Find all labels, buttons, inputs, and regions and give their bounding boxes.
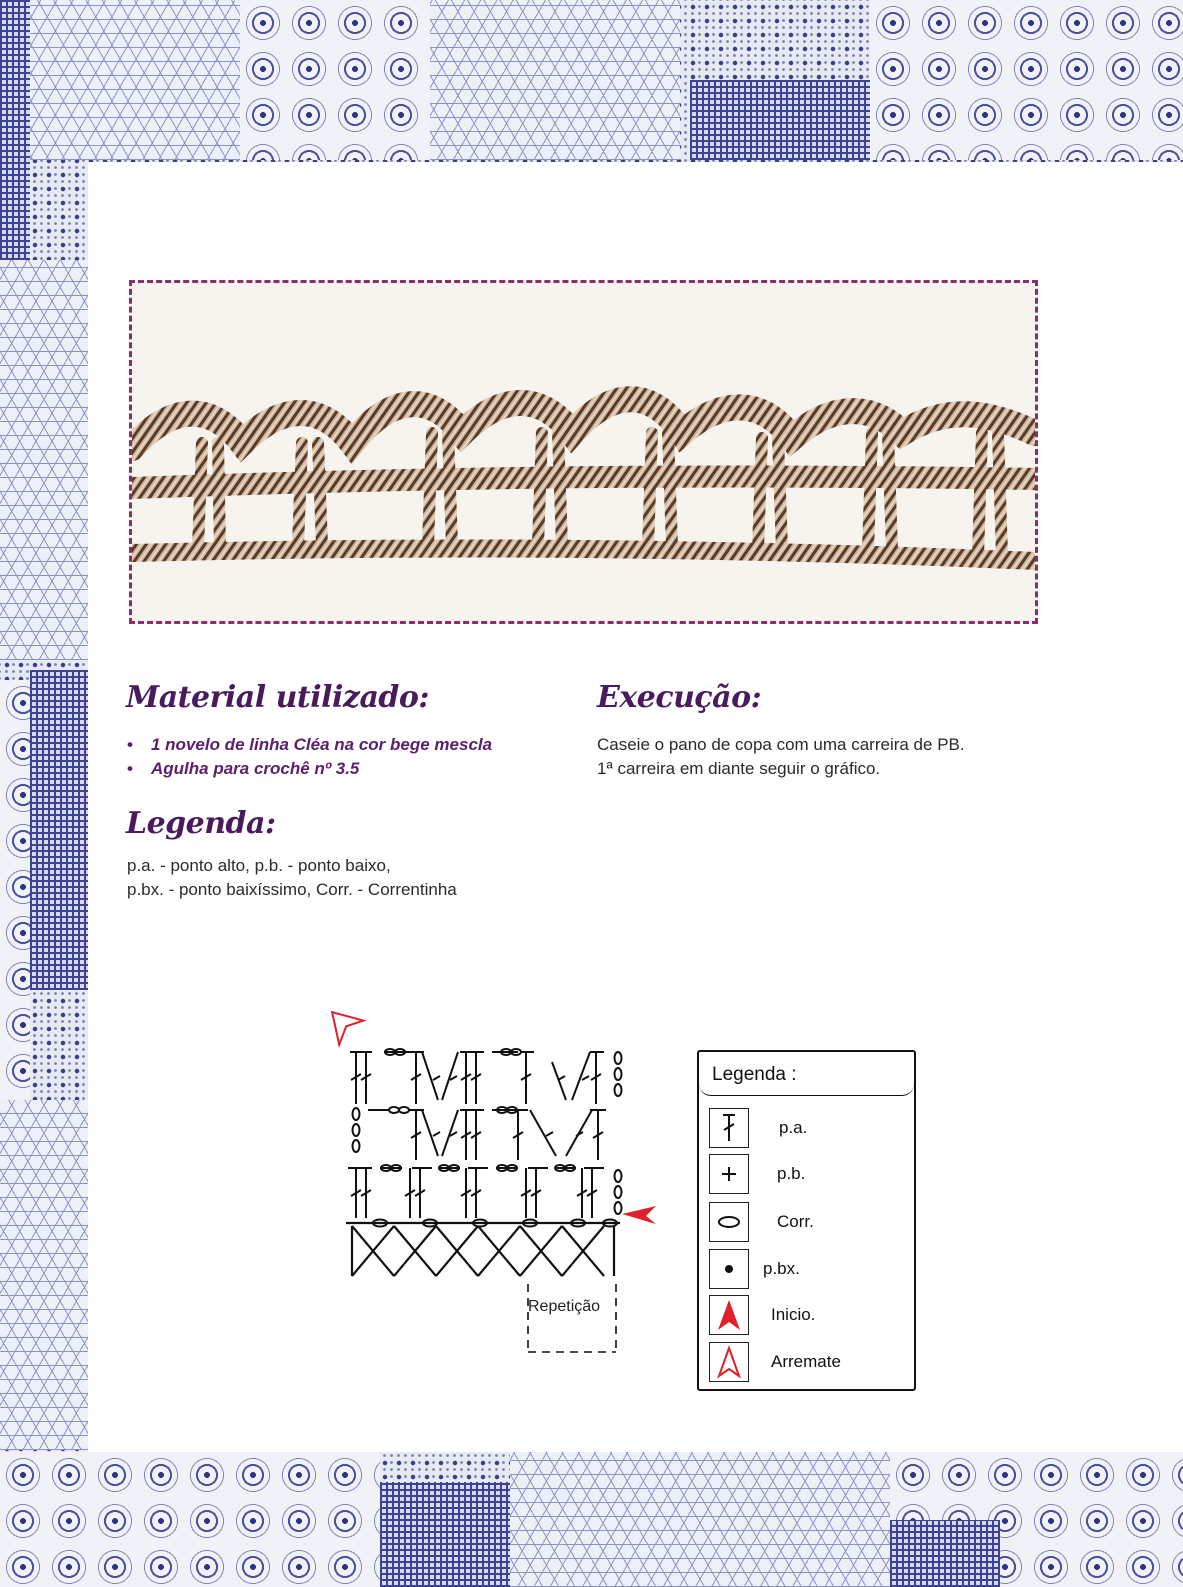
execution-line: Caseie o pano de copa com uma carreira de PB. <box>597 735 965 754</box>
legend-line: p.a. - ponto alto, p.b. - ponto baixo, <box>127 856 391 875</box>
materials-list <box>127 733 492 781</box>
repeat-label: Repetição <box>528 1298 601 1315</box>
border-patch <box>0 1100 88 1450</box>
oval-symbol-icon <box>709 1202 749 1242</box>
legend-line: p.bx. - ponto baixíssimo, Corr. - Correntinha <box>127 880 457 899</box>
legend-row-pbx <box>709 1249 909 1291</box>
legend-label: Corr. <box>777 1212 814 1231</box>
border-patch <box>0 260 88 660</box>
execution-text <box>597 733 965 781</box>
border-patch <box>0 1452 380 1587</box>
symbol-legend-title: Legenda : <box>699 1052 914 1096</box>
legend-text <box>127 854 457 902</box>
legend-row-corr <box>709 1202 909 1244</box>
symbol-legend <box>697 1050 916 1391</box>
border-patch <box>30 670 88 990</box>
start-arrow-icon <box>622 1206 656 1224</box>
double-crochet-symbol-icon <box>709 1108 749 1148</box>
legend-label: p.bx. <box>763 1259 800 1278</box>
execution-line: 1ª carreira em diante seguir o gráfico. <box>597 759 881 778</box>
border-patch <box>690 80 870 160</box>
legend-label: Arremate <box>771 1352 841 1371</box>
filled-arrow-red-icon <box>709 1295 749 1335</box>
legend-row-inicio <box>709 1295 909 1337</box>
material-item: • 1 novelo de linha Cléa na cor bege mescla <box>127 733 492 757</box>
legend-row-pb <box>709 1154 909 1196</box>
border-patch <box>240 0 430 160</box>
legend-heading: Legenda: <box>126 806 276 841</box>
legend-row-pa <box>709 1108 909 1150</box>
border-patch <box>510 1452 890 1587</box>
chart-stitch-rows <box>348 1052 606 1218</box>
legend-row-arremate <box>709 1342 909 1384</box>
outline-arrow-red-icon <box>709 1342 749 1382</box>
legend-label: p.a. <box>779 1118 808 1137</box>
materials-heading: Material utilizado: <box>126 680 429 715</box>
border-patch <box>890 1520 1000 1587</box>
plus-symbol-icon <box>709 1154 749 1194</box>
material-item: • Agulha para crochê nº 3.5 <box>127 757 492 781</box>
crochet-photo-frame <box>129 280 1038 624</box>
border-patch <box>0 0 240 160</box>
repeat-bracket <box>528 1284 616 1352</box>
dot-symbol-icon <box>709 1249 749 1289</box>
legend-label: Inicio. <box>771 1305 816 1324</box>
border-patch <box>430 0 680 160</box>
border-patch <box>0 680 30 1100</box>
border-patch <box>380 1482 510 1587</box>
legend-label: p.b. <box>777 1164 806 1183</box>
crochet-chart-diagram <box>320 1000 660 1380</box>
crochet-edging-photo <box>132 283 1035 621</box>
border-patch <box>0 0 30 260</box>
border-patch <box>870 0 1183 160</box>
finish-arrow-icon <box>320 1001 363 1045</box>
chart-base-row <box>346 1223 620 1276</box>
crochet-chart <box>320 1000 660 1380</box>
execution-heading: Execução: <box>597 680 762 715</box>
